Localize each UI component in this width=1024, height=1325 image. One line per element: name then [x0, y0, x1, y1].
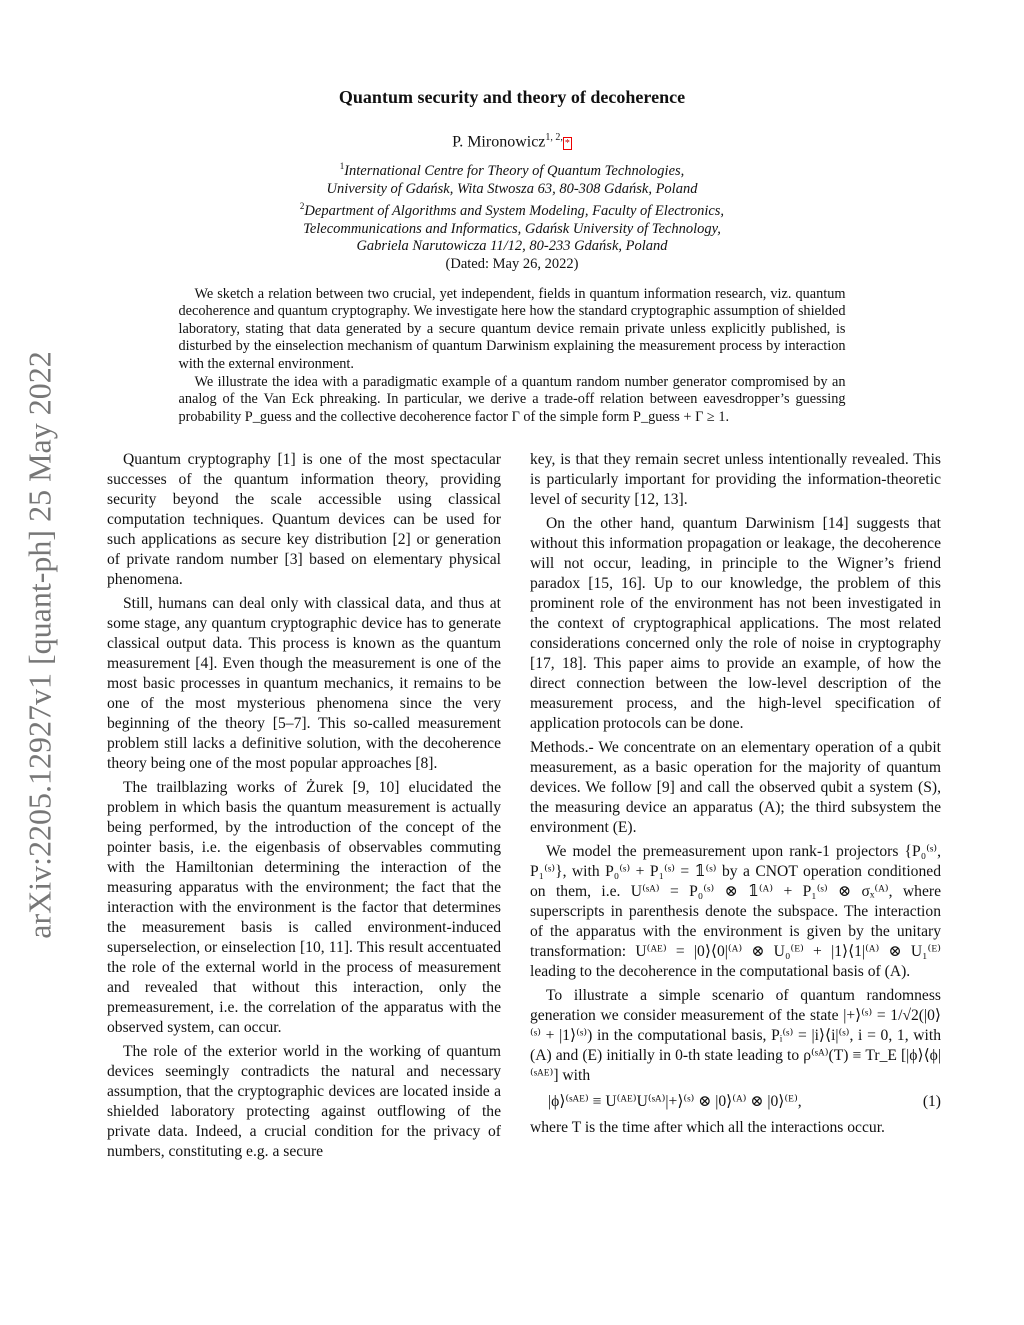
affil-line: Telecommunications and Informatics, Gdańsk University of Technology, — [303, 220, 721, 237]
body-paragraph: On the other hand, quantum Darwinism [14] suggests that without this information propagation or leakage, the decoherence will not occur, leading, in principle to the Wigner’s friend paradox [15, 16]. Up to our knowledge, the problem of this prominent role of the environment has not been investigated in the context of cryptographical applications. The most related considerations concerned only the role of noise in cryptography [17, 18]. This paper aims to provide an example, of how the direct connection between the low-level description of the measurement process, and the high-level specification of application protocols can be done. — [530, 515, 941, 733]
footnote-link[interactable]: * — [564, 138, 570, 150]
abstract-paragraph: We illustrate the idea with a paradigmatic example of a quantum random number generator compromised by an analog of the Van Eck phreaking. In particular, we derive a trade-off relation between eavesdropper’s guessing probability P_guess and the collective decoherence factor Γ of the simple form P_guess + Γ ≥ 1. — [178, 373, 846, 425]
affil-sup: 1 — [339, 161, 345, 172]
author-affil-sup: 1, 2, — [545, 132, 563, 143]
equation-1 — [548, 1092, 941, 1112]
body-paragraph: The role of the exterior world in the working of quantum devices seemingly contradicts the natural and necessary assumption, that the cryptographic devices are located inside a shielded laboratory protecting against outflowing of the private data. Indeed, a crucial condition for the privacy of numbers, constituting e.g. a secure — [107, 1043, 501, 1161]
body-paragraph: To illustrate a simple scenario of quantum randomness generation we consider measurement of the state |+⟩⁽ˢ⁾ = 1/√2(|0⟩⁽ˢ⁾ + |1⟩⁽ˢ⁾) in the computational basis, Pᵢ⁽ˢ⁾ = |i⟩⟨i|⁽ˢ⁾, i = 0, 1, with (A) and (E) initially in 0-th state leading to ρ⁽ˢᴬ⁾(T) ≡ Tr_E [|ϕ⟩⟨ϕ|⁽ˢᴬᴱ⁾] with — [530, 987, 941, 1085]
affil-line: International Centre for Theory of Quantum Technologies, — [344, 163, 685, 180]
affil-line: University of Gdańsk, Wita Stwosza 63, 80-308 Gdańsk, Poland — [326, 180, 698, 197]
body-columns — [0, 450, 1024, 1166]
date-line: (Dated: May 26, 2022) — [445, 255, 579, 272]
affil-line: Gabriela Narutowicza 11/12, 80-233 Gdańsk, Poland — [356, 238, 668, 255]
left-column — [107, 450, 501, 1166]
affil-sup: 2 — [299, 201, 305, 212]
right-column — [530, 450, 941, 1166]
body-paragraph: Methods.- We concentrate on an elementary operation of a qubit measurement, as a basic operation for the majority of quantum devices. We follow [9] and call the observed qubit a system (S), the measuring device an apparatus (A); the third subsystem the environment (E). — [530, 739, 941, 837]
abstract-paragraph: We sketch a relation between two crucial, yet independent, fields in quantum information research, viz. quantum decoherence and quantum cryptography. We investigate here how the standard cryptographic assumption of shielded laboratory, stating that data generated by a secure quantum device remain private unless explicitly published, is disturbed by the einselection mechanism of quantum Darwinism explaining the measurement process by interaction with the external environment. — [178, 285, 846, 372]
paper-title: Quantum security and theory of decoherence — [338, 87, 686, 107]
equation-number: (1) — [922, 1093, 941, 1111]
affil-line: Department of Algorithms and System Modeling, Faculty of Electronics, — [304, 203, 725, 220]
body-paragraph: Still, humans can deal only with classical data, and thus at some stage, any quantum cryptographic device has to generate classical output data. This process is known as the quantum measurement [4]. Even though the measurement is one of the most basic processes in quantum mechanics, it remains to be one of the most mysterious phenomena since the very beginning of the theory [5–7]. This so-called measurement problem still lacks a definitive solution, with the decoherence theory being one of the most popular approaches [8]. — [107, 595, 501, 773]
author-line — [0, 128, 1024, 154]
abstract — [179, 286, 846, 427]
affiliations — [0, 158, 1024, 256]
paper-page — [0, 86, 1024, 1166]
equation-body: |ϕ⟩⁽ˢᴬᴱ⁾ ≡ U⁽ᴬᴱ⁾U⁽ˢᴬ⁾|+⟩⁽ˢ⁾ ⊗ |0⟩⁽ᴬ⁾ ⊗ |0⟩⁽ᴱ⁾, — [548, 1093, 802, 1111]
body-paragraph: Quantum cryptography [1] is one of the most spectacular successes of the quantum information theory, providing security beyond the scale accessible using classical computation techniques. Quantum devices can be used for such applications as secure key distribution [2] or generation of private random number [3] based on elementary physical phenomena. — [107, 451, 501, 589]
body-paragraph: The trailblazing works of Żurek [9, 10] elucidated the problem in which basis the quantum measurement is actually being performed, by the introduction of the concept of the pointer basis, i.e. the eigenbasis of observables commuting with the Hamiltonian determining the interaction of the measuring apparatus with the environment; the fact that the interaction with the environment is the factor that determines the measurement basis is called environment-induced superselection, or einselection [10, 11]. This result accentuated the role of the external world in the process of measurement and revealed that without this interaction, only the premeasurement, i.e. the correlation of the apparatus with the observed system, can occur. — [107, 779, 501, 1037]
arxiv-stamp: arXiv:2205.12927v1 [quant-ph] 25 May 2022 — [21, 351, 58, 939]
body-paragraph: We model the premeasurement upon rank-1 projectors {P₀⁽ˢ⁾, P₁⁽ˢ⁾}, with P₀⁽ˢ⁾ + P₁⁽ˢ⁾ = 𝟙⁽ˢ⁾ by a CNOT operation conditioned on them, i.e. U⁽ˢᴬ⁾ = P₀⁽ˢ⁾ ⊗ 𝟙⁽ᴬ⁾ + P₁⁽ˢ⁾ ⊗ σₓ⁽ᴬ⁾, where superscripts in parenthesis denote the subspace. The interaction of the apparatus with the environment is given by the unitary transformation: U⁽ᴬᴱ⁾ = |0⟩⟨0|⁽ᴬ⁾ ⊗ U₀⁽ᴱ⁾ + |1⟩⟨1|⁽ᴬ⁾ ⊗ U₁⁽ᴱ⁾ leading to the decoherence in the computational basis of (A). — [530, 843, 941, 981]
author-name: P. Mironowicz — [452, 133, 546, 151]
body-paragraph: key, is that they remain secret unless intentionally revealed. This is particularly important for providing the information-theoretic level of security [12, 13]. — [530, 451, 941, 509]
body-paragraph: where T is the time after which all the interactions occur. — [530, 1119, 885, 1137]
